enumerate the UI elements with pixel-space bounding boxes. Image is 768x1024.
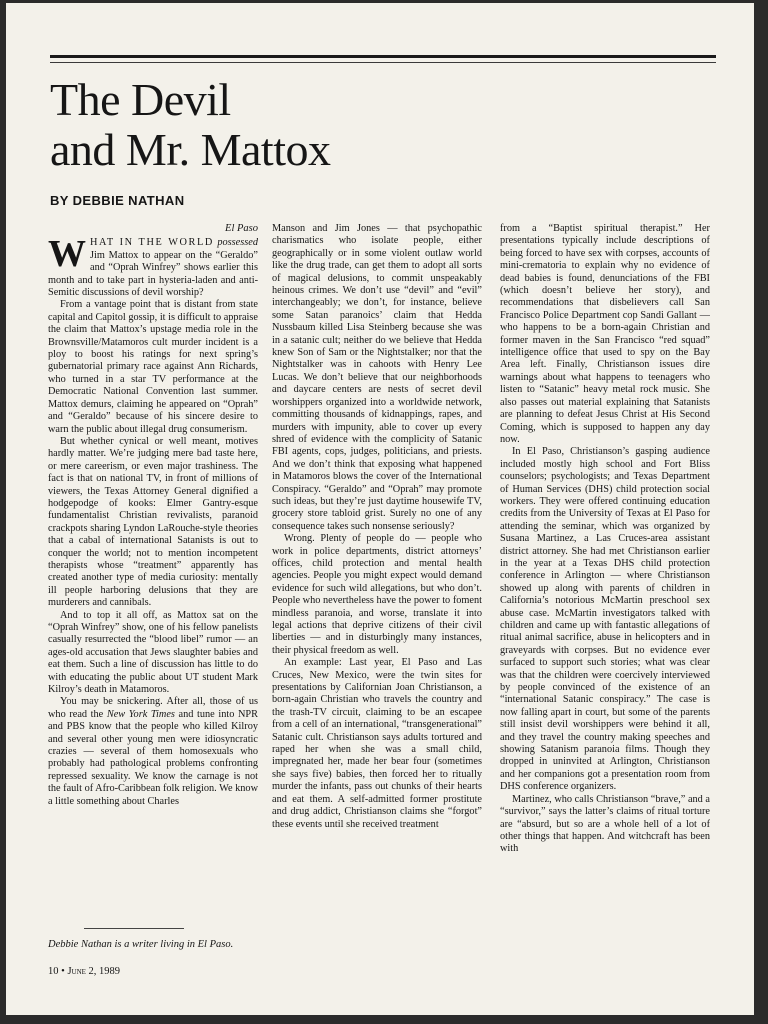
paragraph: from a “Baptist spiritual therapist.” Her presentations typically include descriptions of being forced to have sex with corpses, accounts of mini-crematoria to explain why no evidence of dead babies is found, denunciations of the FBI (which doesn’t believe her story), and recommendations that disbelievers call San Francisco Police Department cop Sandi Gallant — who happens to be a born-again Christian and former maven in the San Francisco “red squad” intelligence office that used to spy on the Bay Area left. Finally, Christianson issues dire warnings about what happens to teenagers who listen to “Satanic” heavy metal rock music. She also passes out material explaining that Satanists are planning to defeat Jesus Christ at His Second Coming, which is supposed to happen any day now. bbox=[500, 223, 710, 445]
paragraph: Wrong. Plenty of people do — people who work in police departments, district attorneys’ offices, child protection and mental health agencies. People you might expect would demand evidence for such wild allegations, but who don’t. People who nevertheless have the power to foment mindless paranoia, and worse, translate it into legal actions that deprive citizens of their civil liberties — and in disturbingly many instances, their physical freedom as well. bbox=[272, 533, 482, 656]
byline: BY DEBBIE NATHAN bbox=[50, 193, 185, 208]
lead-italic: possessed bbox=[217, 237, 258, 249]
title-line-2: and Mr. Mattox bbox=[50, 124, 331, 175]
lead-rest: Jim Mattox to appear on the “Geraldo” and “Oprah Winfrey” shows earlier this month and to take part in hysteria-laden and anti-Semitic discussions of devil worship? bbox=[48, 249, 258, 299]
paragraph: From a vantage point that is distant from state capital and Capitol gossip, it is difficult to appraise the claim that Mattox’s upstage media role in the Brownsville/Matamoros cult murder incident is a ploy to boost his ratings for next spring’s gubernatorial primary race against Ann Richards, who turned in a star TV performance at the Democratic National Convention last summer. Mattox demurs, claiming he appeared on “Oprah” and “Geraldo” because of his sincere desire to warn the public about illegal drug consumerism. bbox=[48, 299, 258, 435]
column-3 bbox=[500, 223, 710, 959]
folio-separator: • bbox=[58, 966, 68, 977]
bio-rule bbox=[84, 928, 184, 929]
paragraph: In El Paso, Christianson’s gasping audience included mostly high school and Fort Bliss counselors; psychologists; and Texas Department of Human Services (DHS) child protection social workers. They were offered continuing education credits from the University of Texas at El Paso for attending the seminar, which was organized by Susana Martinez, a Las Cruces-area assistant district attorney. She had met Christianson earlier in the year at a Texas DHS child protection conference in Arlington — where Christianson showed up along with parents of children in California’s notorious McMartin preschool sex abuse case. McMartin investigators talked with children and came up with fantastic allegations of ritual animal sacrifice, abuse in helicopters and in graveyards with corpses. But no evidence ever surfaced to support such stories; what was clear was that the children were coercively interviewed by people convinced of the existence of an “international Satanic conspiracy.” The case is now falling apart in court, but some of the parents still insist devil worshippers were behind it all, and they travel the country making speeches and showing Satanism paranoia films. Though they dropped in uninvited at Arlington, Christianson and her companions got a presentation room from DHS conference organizers. bbox=[500, 446, 710, 793]
top-rule-thin bbox=[50, 62, 716, 63]
publication-name: New York Times bbox=[106, 708, 175, 720]
top-rule bbox=[50, 55, 716, 58]
paragraph-text: You may be snickering. After all, those of us who read the bbox=[48, 696, 258, 720]
article-title bbox=[50, 75, 550, 175]
lead-paragraph bbox=[48, 233, 258, 299]
folio bbox=[48, 966, 120, 977]
lead-caps: HAT IN THE WORLD bbox=[90, 237, 214, 249]
issue-date: June 2, 1989 bbox=[67, 966, 121, 977]
paragraph bbox=[48, 696, 258, 808]
dateline: El Paso bbox=[225, 223, 258, 234]
paragraph: An example: Last year, El Paso and Las Cruces, New Mexico, were the twin sites for presentations by Californian Joan Christianson, a born-again Christian who travels the country and the trash-TV circuit, claiming to be an escapee from a cell of an international, “transgenerational” Satanic cult. Christianson says adults tortured and raped her when she was a small child, impregnated her, made her bear four (sometimes she says five) babies, then forced her to ritually murder the infants, pass out chunks of their hearts and eat them. A self-admitted former prostitute and drug addict, Christianson claims she “forgot” these events until she received treatment bbox=[272, 657, 482, 830]
page-number: 10 bbox=[48, 966, 59, 977]
drop-cap: W bbox=[48, 233, 86, 276]
paragraph: Manson and Jim Jones — that psychopathic charismatics who isolate people, either geographically or in some violent outlaw world like the drug trade, can get them to adopt all sorts of magical delusions, to commit unspeakably heinous crimes. We don’t use “devil” and “evil” interchangeably; we don’t, for instance, believe some Satan paranoics’ claim that Hedda Nussbaum killed Lisa Steinberg because she was in a satanic cult; neither do we believe that Hedda knew Son of Sam or the Nightstalker; nor that the Nightstalker was in cahoots with Henry Lee Lucas. We don’t believe that our neighborhoods and daycare centers are nests of secret devil worshippers organized into a worldwide network, committing thousands of kidnappings, rapes, and murders with impunity, able to cover up every shred of evidence with the complicity of Satanic FBI agents, cops, judges, politicians, and priests. And we don’t think that exposing what happened in Matamoros blows the cover of the International Conspiracy. “Geraldo” and “Oprah” may promote such ideas, but they’re just daytime housewife TV, grocery store tabloid grist. Surely no one of any consequence takes such nonsense seriously? bbox=[272, 223, 482, 532]
column-2 bbox=[272, 223, 482, 959]
title-line-1: The Devil bbox=[50, 74, 231, 125]
paragraph: And to top it all off, as Mattox sat on the “Oprah Winfrey” show, one of his fellow panelists casually resurrected the “blood libel” rumor — an ages-old accusation that Jews slaughter babies and eat them. Such a line of discussion has little to do with educating the public about UT student Mark Kilroy’s death in Matamoros. bbox=[48, 609, 258, 696]
column-1 bbox=[48, 223, 258, 913]
paragraph-text: and tune into NPR and PBS know that the people who killed Kilroy and several other young men were idiosyncratic crazies — several of them homosexuals who probably had pathological problems confronting repressed sexuality. We know the carnage is not the fault of Afro-Caribbean folk religion. We know a little something about Charles bbox=[48, 708, 258, 807]
paragraph: But whether cynical or well meant, motives hardly matter. We’re judging mere bad taste here, or mere careerism, or even major trashiness. The fact is that on national TV, in front of millions of viewers, the Texas Attorney General dignified a hodgepodge of kooks: Elmer Gantry-esque fundamentalist Christian revivalists, paranoid crackpots sharing Lyndon LaRouche-style theories that a cabal of international Satanists is out to conquer the world; not to mention incompetent therapists whose “treatment” apparently has created another type of media curiosity: mentally ill people harboring delusions that they are murderers and cannibals. bbox=[48, 435, 258, 609]
author-bio: Debbie Nathan is a writer living in El Paso. bbox=[48, 939, 234, 950]
magazine-page bbox=[6, 3, 754, 1015]
paragraph: Martinez, who calls Christianson “brave,” and a “survivor,” says the latter’s claims of ritual torture are “absurd, but so are a whole hell of a lot of other things that happen. And witchcraft has been with bbox=[500, 793, 710, 855]
